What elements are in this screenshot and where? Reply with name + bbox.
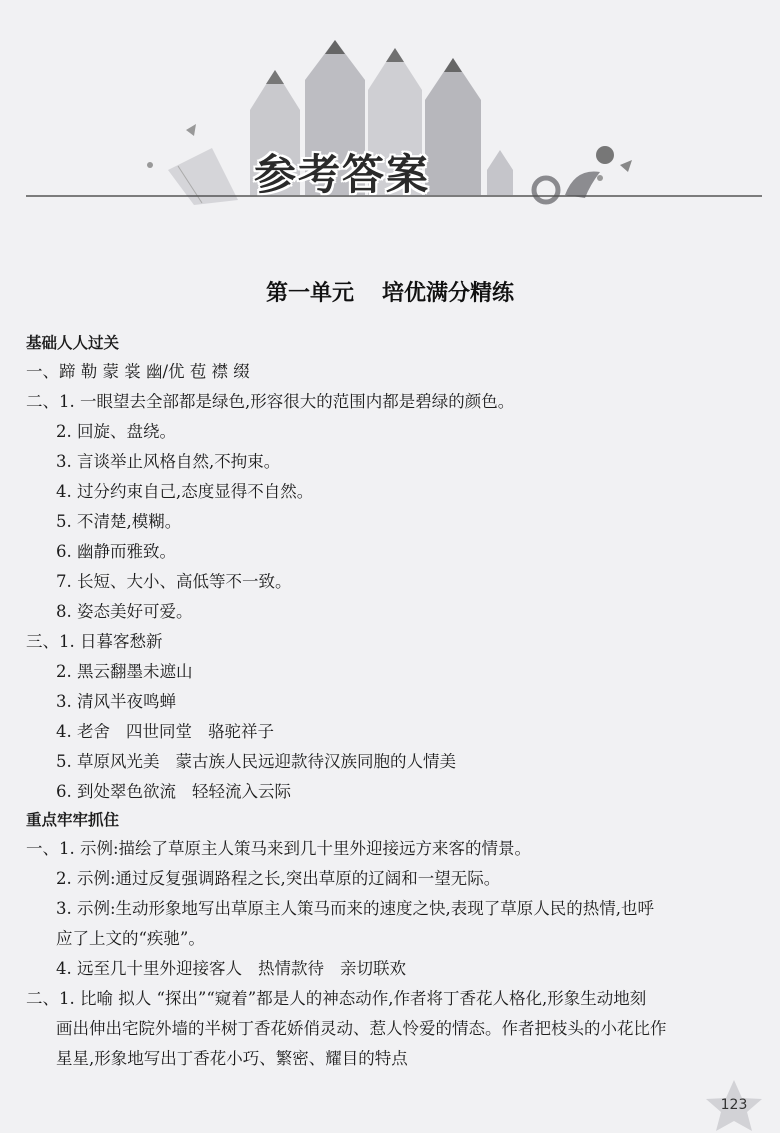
question-number: 一、1. bbox=[26, 839, 75, 858]
answer-line-continued: 画出伸出宅院外墙的半树丁香花娇俏灵动、惹人怜爱的情态。作者把枝头的小花比作 bbox=[56, 1019, 667, 1038]
answer-line bbox=[26, 777, 756, 807]
answer-line bbox=[26, 627, 756, 657]
section-heading: 重点牢牢抓住 bbox=[26, 811, 120, 829]
question-number: 4. bbox=[56, 482, 72, 501]
question-number: 3. bbox=[56, 899, 72, 918]
answer-line bbox=[26, 417, 756, 447]
question-number: 5. bbox=[56, 752, 72, 771]
question-number: 4. bbox=[56, 722, 72, 741]
answer-text: 示例:描绘了草原主人策马来到几十里外迎接远方来客的情景。 bbox=[80, 839, 532, 858]
answer-text: 轻轻流入云际 bbox=[192, 782, 291, 801]
answer-text: 热情款待 bbox=[258, 959, 324, 978]
answer-text: 亲切联欢 bbox=[340, 959, 406, 978]
question-number: 3. bbox=[56, 452, 72, 471]
answer-text: 黑云翻墨未遮山 bbox=[77, 662, 193, 681]
answer-text: 蒙古族人民远迎款待汉族同胞的人情美 bbox=[175, 752, 456, 771]
question-number: 6. bbox=[56, 782, 72, 801]
question-number: 3. bbox=[56, 692, 72, 711]
question-number: 二、1. bbox=[26, 989, 75, 1008]
answer-line bbox=[26, 507, 756, 537]
answer-text: 过分约束自己,态度显得不自然。 bbox=[77, 482, 314, 501]
answer-text: 四世同堂 bbox=[126, 722, 192, 741]
answer-line bbox=[26, 747, 756, 777]
answer-line bbox=[26, 657, 756, 687]
answer-line bbox=[26, 387, 756, 417]
answer-text: 长短、大小、高低等不一致。 bbox=[77, 572, 292, 591]
question-number: 6. bbox=[56, 542, 72, 561]
answer-line bbox=[26, 447, 756, 477]
page-header-title: 参考答案 bbox=[254, 150, 431, 199]
question-number: 2. bbox=[56, 422, 72, 441]
answer-text: 示例:生动形象地写出草原主人策马而来的速度之快,表现了草原人民的热情,也呼 bbox=[77, 899, 655, 918]
answer-text: 远至几十里外迎接客人 bbox=[77, 959, 242, 978]
answer-text: 清风半夜鸣蝉 bbox=[77, 692, 176, 711]
answer-line bbox=[26, 864, 756, 894]
answer-text: 言谈举止风格自然,不拘束。 bbox=[77, 452, 281, 471]
answer-line bbox=[26, 954, 756, 984]
answer-line bbox=[26, 537, 756, 567]
question-number: 4. bbox=[56, 959, 72, 978]
answer-text: 比喻 拟人 “探出”“窥着”都是人的神态动作,作者将丁香花人格化,形象生动地刻 bbox=[80, 989, 647, 1008]
answer-line: 一、蹄 勒 蒙 裳 幽/优 苞 襟 缀 bbox=[26, 362, 250, 381]
answer-text: 到处翠色欲流 bbox=[77, 782, 176, 801]
section-heading: 基础人人过关 bbox=[26, 334, 120, 352]
answer-line bbox=[26, 894, 756, 924]
question-number: 2. bbox=[56, 869, 72, 888]
question-number: 三、1. bbox=[26, 632, 75, 651]
answer-text: 一眼望去全部都是绿色,形容很大的范围内都是碧绿的颜色。 bbox=[80, 392, 515, 411]
question-number: 8. bbox=[56, 602, 72, 621]
question-number: 二、1. bbox=[26, 392, 75, 411]
question-number: 2. bbox=[56, 662, 72, 681]
answer-line bbox=[26, 477, 756, 507]
answer-text: 日暮客愁新 bbox=[80, 632, 163, 651]
header-banner bbox=[0, 0, 780, 215]
answer-text: 不清楚,模糊。 bbox=[77, 512, 182, 531]
answer-text: 回旋、盘绕。 bbox=[77, 422, 176, 441]
answer-text: 老舍 bbox=[77, 722, 110, 741]
unit-subtitle: 培优满分精练 bbox=[382, 281, 515, 306]
answer-line bbox=[26, 567, 756, 597]
unit-name: 第一单元 bbox=[265, 281, 354, 306]
answer-text: 示例:通过反复强调路程之长,突出草原的辽阔和一望无际。 bbox=[77, 869, 501, 888]
answer-line bbox=[26, 834, 756, 864]
answer-line-continued: 应了上文的“疾驰”。 bbox=[56, 929, 205, 948]
answer-line bbox=[26, 597, 756, 627]
page-number: 123 bbox=[720, 1097, 748, 1113]
answer-content bbox=[26, 330, 756, 1074]
answer-line-continued: 星星,形象地写出丁香花小巧、繁密、耀目的特点 bbox=[56, 1049, 408, 1068]
question-number: 5. bbox=[56, 512, 72, 531]
answer-line bbox=[26, 984, 756, 1014]
answer-text: 姿态美好可爱。 bbox=[77, 602, 193, 621]
answer-text: 骆驼祥子 bbox=[208, 722, 274, 741]
answer-text: 幽静而雅致。 bbox=[77, 542, 176, 561]
answer-line bbox=[26, 717, 756, 747]
answer-text: 草原风光美 bbox=[77, 752, 160, 771]
answer-line bbox=[26, 687, 756, 717]
question-number: 7. bbox=[56, 572, 72, 591]
unit-title bbox=[0, 276, 780, 307]
